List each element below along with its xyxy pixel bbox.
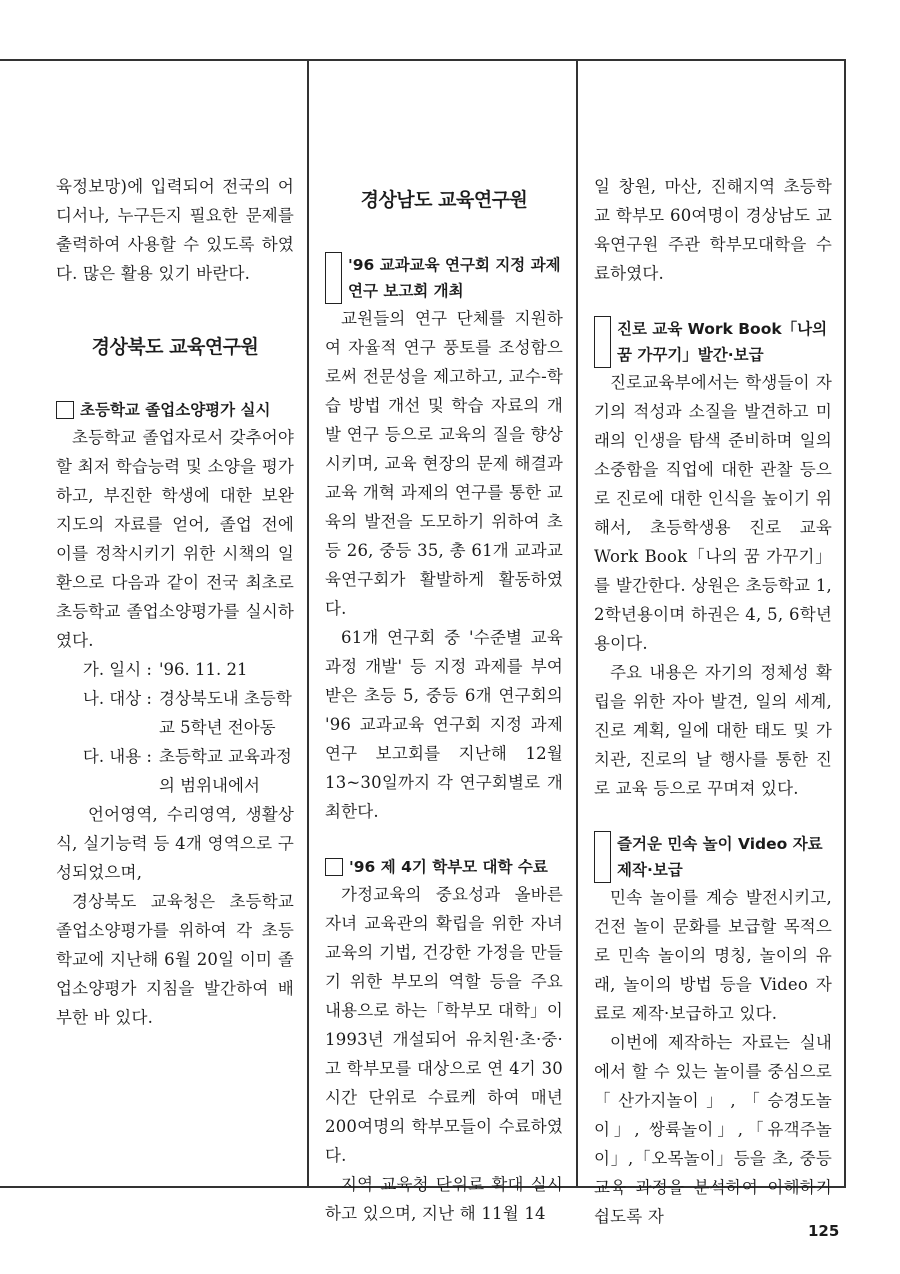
list-label: 나. 대상 :: [82, 689, 152, 708]
paragraph: 주요 내용은 자기의 정체성 확립을 위한 자아 발견, 일의 세계, 진로 계획, 일에 대한 태도 및 가치관, 진로의 날 행사를 통한 진로 교육 등으로 꾸며져 있다.: [594, 663, 832, 798]
list-value: 경상북도내 초등학: [159, 689, 292, 708]
column-2: [325, 185, 563, 1228]
column-1: [56, 172, 294, 1032]
checkbox-square-icon: [56, 401, 74, 419]
subsection-title: [325, 252, 563, 304]
checkbox-square-icon: [325, 858, 343, 876]
box-bracket-icon: [594, 831, 611, 883]
frame-right-rule: [844, 59, 846, 1188]
box-bracket-icon: [325, 252, 342, 304]
list-value: 초등학교 교육과정: [159, 747, 292, 766]
list-item: [56, 742, 294, 771]
paragraph: 진로교육부에서는 학생들이 자기의 적성과 소질을 발견하고 미래의 인생을 탐색 준비하며 일의 소중함을 직업에 대한 관찰 등으로 진로에 대한 인식을 높이기 위해서, 초등학생용 진로 교육 Work Book「나의 꿈 가꾸기」를 발간한다. 상원은 초등학교 1, 2학년용이며 하권은 4, 5, 6학년용이다.: [594, 373, 832, 653]
subsection-title: [56, 397, 294, 423]
paragraph: 초등학교 졸업자로서 갖추어야 할 최저 학습능력 및 소양을 평가하고, 부진한 학생에 대한 보완 지도의 자료를 얻어, 졸업 전에 이를 정착시키기 위한 시책의 일환으로 다음과 같이 전국 최초로 초등학교 졸업소양평가를 실시하였다.: [56, 428, 294, 650]
subsection-title: [594, 316, 832, 368]
paragraph: 교원들의 연구 단체를 지원하여 자율적 연구 풍토를 조성함으로써 전문성을 제고하고, 교수-학습 방법 개선 및 학습 자료의 개발 연구 등으로 교육의 질을 향상시키며, 교육 현장의 문제 해결과 교육 개혁 과제의 연구를 통한 교육의 발전을 도모하기 위하여 초등 26, 중등 35, 총 61개 교과교육연구회가 활발하게 활동하였다.: [325, 309, 563, 618]
subsection-title: [325, 854, 563, 880]
list-label: 가. 일시 :: [82, 660, 152, 679]
list-value-continuation: 교 5학년 전아동: [159, 718, 276, 737]
col3-continuation-text: 일 창원, 마산, 진해지역 초등학교 학부모 60여명이 경상남도 교육연구원 주관 학부모대학을 수료하였다.: [594, 177, 832, 283]
subsection-title-text: 즐거운 민속 놀이 Video 자료 제작·보급: [617, 835, 823, 879]
box-bracket-icon: [594, 316, 611, 368]
paragraph: 경상북도 교육청은 초등학교 졸업소양평가를 위하여 각 초등학교에 지난해 6월 20일 이미 졸업소양평가 지침을 발간하여 배부한 바 있다.: [56, 892, 294, 1027]
subsection-title-text: '96 제 4기 학부모 대학 수료: [349, 858, 548, 876]
subsection-title-text: 진로 교육 Work Book「나의 꿈 가꾸기」발간·보급: [617, 320, 828, 364]
subsection-title-text: 초등학교 졸업소양평가 실시: [80, 401, 271, 419]
section-heading-gyeongnam: 경상남도 교육연구원: [360, 189, 528, 211]
paragraph: 이번에 제작하는 자료는 실내에서 할 수 있는 놀이를 중심으로「산가지놀이」,「승경도놀이」, 쌍륙놀이」,「유객주놀이」,「오목놀이」등을 초, 중등 교육 과정을 분석하여 이해하기 쉽도록 자: [594, 1033, 832, 1226]
frame-top-rule: [0, 59, 846, 61]
info-list: [56, 655, 294, 800]
column-divider-2: [576, 59, 578, 1188]
section-heading-gyeongbuk: 경상북도 교육연구원: [91, 336, 259, 358]
paragraph: 지역 교육청 단위로 확대 실시하고 있으며, 지난 해 11월 14: [325, 1175, 563, 1223]
paragraph: 가정교육의 중요성과 올바른 자녀 교육관의 확립을 위한 자녀 교육의 기법, 건강한 가정을 만들기 위한 부모의 역할 등을 주요 내용으로 하는「학부모 대학」이 1993년 개설되어 유치원·초·중·고 학부모를 대상으로 연 4기 30시간 단위로 수료케 하여 매년 200여명의 학부모들이 수료하였다.: [325, 885, 563, 1165]
list-value: '96. 11. 21: [159, 660, 248, 679]
column-divider-1: [307, 59, 309, 1188]
list-item: [56, 655, 294, 684]
paragraph: 61개 연구회 중 '수준별 교육과정 개발' 등 지정 과제를 부여받은 초등 5, 중등 6개 연구회의 '96 교과교육 연구회 지정 과제 연구 보고회를 지난해 12월 13~30일까지 각 연구회별로 개최한다.: [325, 628, 563, 821]
paragraph: 민속 놀이를 계승 발전시키고, 건전 놀이 문화를 보급할 목적으로 민속 놀이의 명칭, 놀이의 유래, 놀이의 방법 등을 Video 자료로 제작·보급하고 있다.: [594, 888, 832, 1023]
paragraph: 언어영역, 수리영역, 생활상식, 실기능력 등 4개 영역으로 구성되었으며,: [56, 805, 294, 882]
column-3: [594, 172, 832, 1231]
list-value-continuation: 의 범위내에서: [159, 776, 260, 795]
subsection-title-text: '96 교과교육 연구회 지정 과제 연구 보고회 개최: [348, 256, 561, 300]
col1-continuation-text: 육정보망)에 입력되어 전국의 어디서나, 누구든지 필요한 문제를 출력하여 사용할 수 있도록 하였다. 많은 활용 있기 바란다.: [56, 177, 294, 283]
list-label: 다. 내용 :: [82, 747, 152, 766]
subsection-title: [594, 831, 832, 883]
list-item: [56, 684, 294, 713]
page-number: 125: [808, 1222, 840, 1240]
